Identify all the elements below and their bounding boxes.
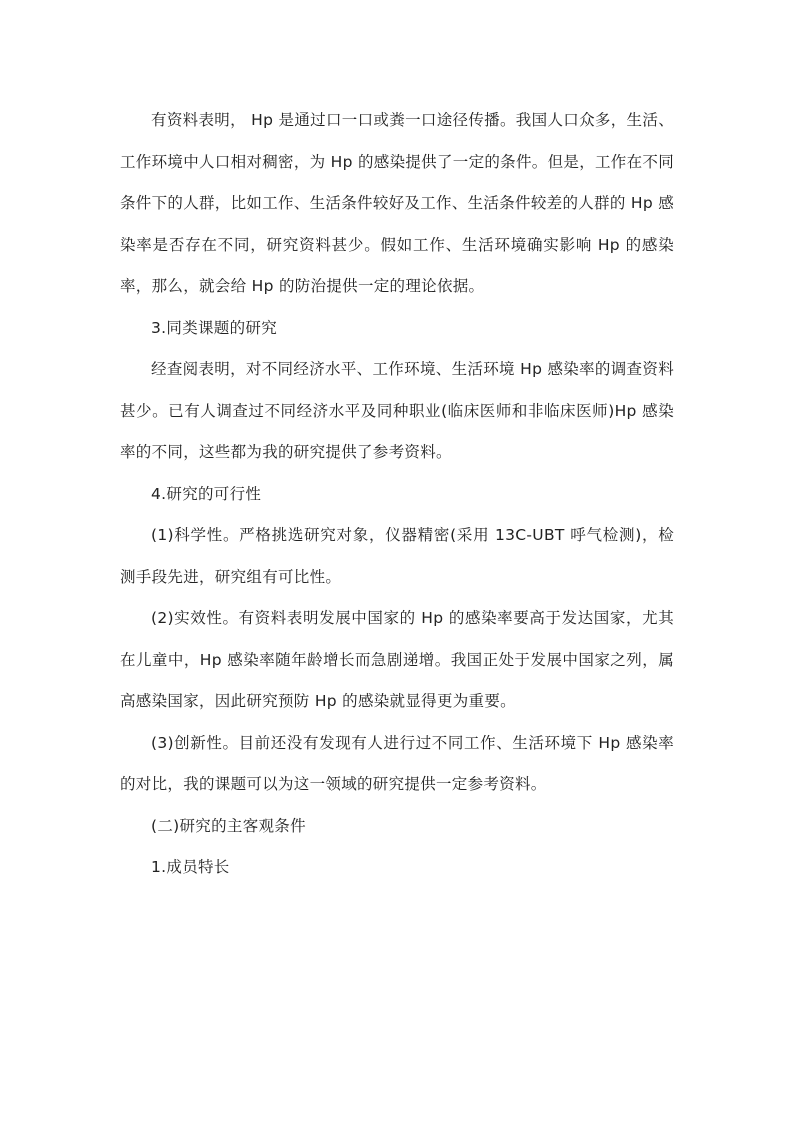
paragraph-scientific: (1)科学性。严格挑选研究对象，仪器精密(采用 13C-UBT 呼气检测)，检测手段先进，研究组有可比性。 [120, 526, 674, 586]
heading-conditions: (二)研究的主客观条件 [151, 816, 306, 835]
paragraph-literature-review: 经查阅表明，对不同经济水平、工作环境、生活环境 Hp 感染率的调查资料甚少。已有人调查过不同经济水平及同种职业(临床医师和非临床医师)Hp 感染率的不同，这些都为我的研究提供了参考资料。 [120, 360, 674, 461]
heading-feasibility: 4.研究的可行性 [151, 484, 262, 503]
document-body [120, 100, 674, 889]
paragraph-effectiveness: (2)实效性。有资料表明发展中国家的 Hp 的感染率要高于发达国家，尤其在儿童中，Hp 感染率随年龄增长而急剧递增。我国正处于发展中国家之列，属高感染国家，因此研究预防 Hp 的感染就显得更为重要。 [120, 609, 674, 710]
heading-similar-research: 3.同类课题的研究 [151, 318, 277, 337]
paragraph-hp-transmission: 有资料表明， Hp 是通过口一口或粪一口途径传播。我国人口众多，生活、工作环境中人口相对稠密，为 Hp 的感染提供了一定的条件。但是，工作在不同条件下的人群，比如工作、生活条件较好及工作、生活条件较差的人群的 Hp 感染率是否存在不同，研究资料甚少。假如工作、生活环境确实影响 Hp 的感染率，那么，就会给 Hp 的防治提供一定的理论依据。 [120, 111, 674, 295]
paragraph-innovation: (3)创新性。目前还没有发现有人进行过不同工作、生活环境下 Hp 感染率的对比，我的课题可以为这一领域的研究提供一定参考资料。 [120, 733, 674, 793]
heading-member-strengths: 1.成员特长 [151, 858, 230, 876]
